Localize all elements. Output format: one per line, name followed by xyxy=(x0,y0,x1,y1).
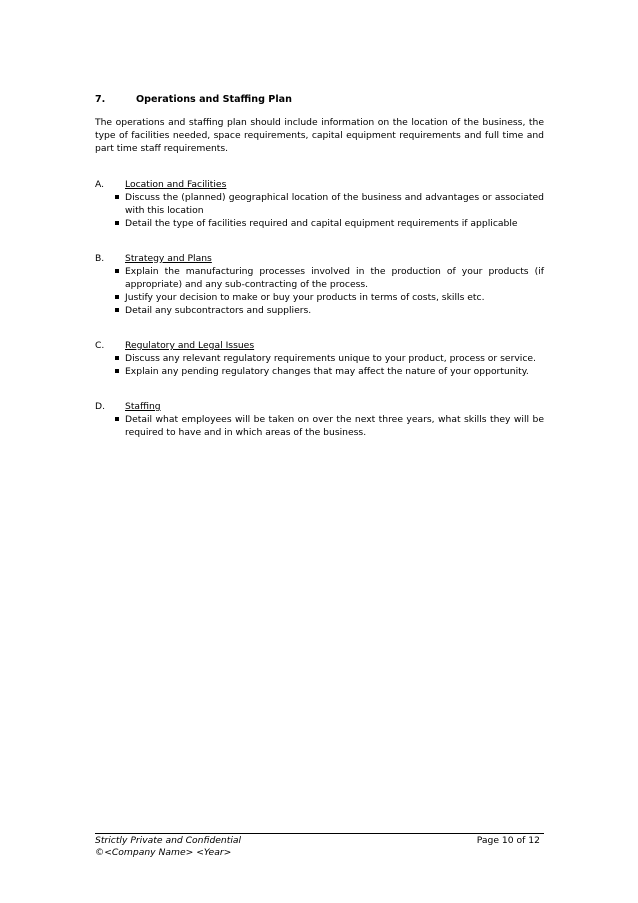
square-bullet-icon xyxy=(115,269,119,273)
square-bullet-icon xyxy=(115,417,119,421)
list-item-text: Discuss any relevant regulatory requirements unique to your product, process or service. xyxy=(125,353,536,364)
list-item-text: Detail any subcontractors and suppliers. xyxy=(125,305,312,316)
square-bullet-icon xyxy=(115,369,119,373)
footer-confidential: Strictly Private and Confidential xyxy=(95,835,242,846)
bullet-list xyxy=(95,352,544,378)
block-location-facilities xyxy=(95,178,544,230)
list-item-text: Detail the type of facilities required and capital equipment requirements if applicable xyxy=(125,218,518,229)
section-title: Operations and Staffing Plan xyxy=(136,94,292,105)
page-number: Page 10 of 12 xyxy=(476,835,540,846)
block-heading xyxy=(95,252,544,265)
section-intro: The operations and staffing plan should include information on the location of the business, the type of facilities needed, space requirements, capital equipment requirements and full time and part time staff requirements. xyxy=(95,117,544,154)
page-footer xyxy=(95,833,544,859)
list-item xyxy=(95,265,544,291)
square-bullet-icon xyxy=(115,356,119,360)
block-strategy-plans xyxy=(95,252,544,317)
block-title: Regulatory and Legal Issues xyxy=(125,340,255,351)
block-title: Staffing xyxy=(125,401,161,412)
list-item-text: Detail what employees will be taken on over the next three years, what skills they will be required to have and in which areas of the business. xyxy=(125,414,544,438)
block-letter: C. xyxy=(95,340,105,351)
list-item-text: Explain the manufacturing processes involved in the production of your products (if appropriate) and any sub-contracting of the process. xyxy=(125,266,544,290)
square-bullet-icon xyxy=(115,295,119,299)
block-title: Location and Facilities xyxy=(125,179,227,190)
list-item xyxy=(95,365,544,378)
document-body xyxy=(95,93,544,439)
block-heading xyxy=(95,400,544,413)
bullet-list xyxy=(95,265,544,317)
block-letter: A. xyxy=(95,179,105,190)
list-item-text: Explain any pending regulatory changes that may affect the nature of your opportunity. xyxy=(125,366,529,377)
list-item xyxy=(95,217,544,230)
square-bullet-icon xyxy=(115,195,119,199)
square-bullet-icon xyxy=(115,221,119,225)
list-item xyxy=(95,191,544,217)
square-bullet-icon xyxy=(115,308,119,312)
list-item xyxy=(95,304,544,317)
block-staffing xyxy=(95,400,544,439)
bullet-list xyxy=(95,413,544,439)
bullet-list xyxy=(95,191,544,230)
list-item xyxy=(95,352,544,365)
list-item-text: Justify your decision to make or buy your products in terms of costs, skills etc. xyxy=(125,292,485,303)
section-number: 7. xyxy=(95,94,106,105)
list-item xyxy=(95,291,544,304)
block-regulatory-legal xyxy=(95,339,544,378)
block-title: Strategy and Plans xyxy=(125,253,212,264)
block-heading xyxy=(95,178,544,191)
footer-copyright: ©<Company Name> <Year> xyxy=(95,847,232,858)
block-letter: D. xyxy=(95,401,105,412)
block-letter: B. xyxy=(95,253,105,264)
list-item xyxy=(95,413,544,439)
list-item-text: Discuss the (planned) geographical location of the business and advantages or associated with this location xyxy=(125,192,544,216)
section-heading xyxy=(95,93,544,107)
block-heading xyxy=(95,339,544,352)
